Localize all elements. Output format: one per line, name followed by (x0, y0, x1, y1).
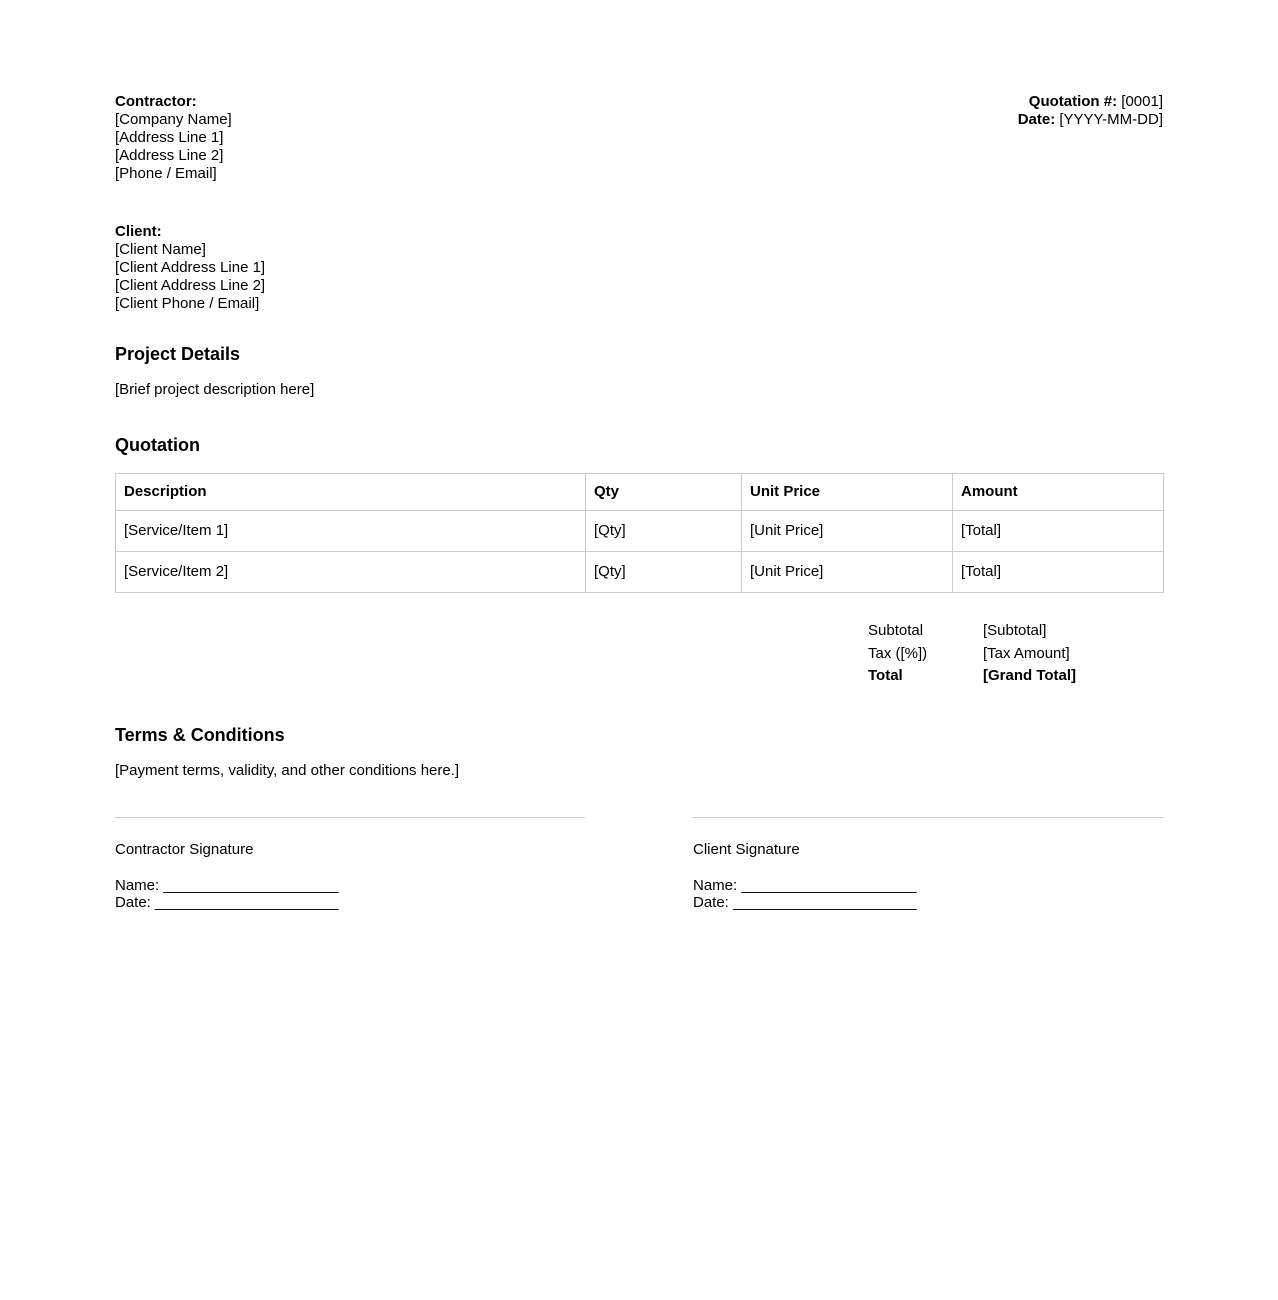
totals-block (868, 620, 1163, 688)
quotation-number-value: [0001] (1121, 93, 1163, 110)
contractor-date-line (115, 894, 585, 912)
item-amount-cell: [Total] (953, 552, 1164, 593)
contractor-address-line-2: [Address Line 2] (115, 147, 224, 164)
quotation-date-value: [YYYY-MM-DD] (1059, 111, 1163, 128)
client-date-line (693, 894, 1163, 912)
grand-total-row (868, 665, 1163, 688)
client-name-line (693, 877, 1163, 895)
quotation-meta (1018, 93, 1163, 129)
project-details-heading: Project Details (115, 344, 241, 364)
quotation-date-label: Date: (1017, 111, 1056, 128)
quotation-number-label: Quotation #: (1028, 93, 1118, 110)
project-description: [Brief project description here] (115, 381, 315, 398)
client-name-label: Name: (693, 876, 738, 894)
terms-heading: Terms & Conditions (115, 724, 285, 745)
item-unit-price-cell: [Unit Price] (742, 511, 953, 552)
contractor-signature-fields (115, 877, 585, 912)
contractor-signature-title: Contractor Signature (115, 840, 254, 858)
client-label: Client: (115, 223, 162, 240)
quotation-number-row (1018, 93, 1163, 111)
contractor-signature-block (115, 817, 585, 912)
subtotal-row (868, 620, 1163, 643)
tax-value: [Tax Amount] (983, 644, 1070, 662)
table-header-unit-price: Unit Price (742, 474, 953, 511)
table-row (116, 511, 1164, 552)
quotation-date-row (1018, 111, 1163, 129)
quotation-table (115, 473, 1164, 593)
table-header-qty: Qty (586, 474, 742, 511)
item-unit-price-cell: [Unit Price] (742, 552, 953, 593)
item-description-cell: [Service/Item 1] (116, 511, 586, 552)
table-row (116, 552, 1164, 593)
document-header (115, 93, 1163, 183)
tax-row (868, 643, 1163, 666)
client-block (115, 223, 1163, 313)
terms-text: [Payment terms, validity, and other conditions here.] (115, 761, 460, 779)
contractor-block (115, 93, 232, 183)
contractor-date-blank-line: ______________________ (155, 894, 339, 911)
item-qty-cell: [Qty] (586, 552, 742, 593)
client-signature-block (693, 817, 1163, 912)
client-date-label: Date: (693, 894, 729, 911)
tax-label: Tax ([%]) (868, 644, 928, 662)
table-header-description: Description (116, 474, 586, 511)
item-description-cell: [Service/Item 2] (116, 552, 586, 593)
client-address-line-2: [Client Address Line 2] (115, 277, 266, 294)
contractor-name-label: Name: (115, 876, 160, 894)
subtotal-label: Subtotal (868, 622, 924, 639)
client-date-blank-line: ______________________ (733, 894, 917, 911)
subtotal-value: [Subtotal] (983, 622, 1047, 639)
contractor-name-blank-line: _____________________ (163, 876, 339, 894)
item-qty-cell: [Qty] (586, 511, 742, 552)
grand-total-label: Total (868, 667, 903, 684)
contractor-address-line-1: [Address Line 1] (115, 129, 224, 146)
client-name-blank-line: _____________________ (741, 876, 917, 894)
client-name: [Client Name] (115, 241, 206, 258)
contractor-date-label: Date: (115, 894, 151, 911)
client-phone-email: [Client Phone / Email] (115, 295, 260, 312)
grand-total-value: [Grand Total] (983, 667, 1077, 684)
client-signature-fields (693, 877, 1163, 912)
table-header-row (116, 474, 1164, 511)
contractor-label: Contractor: (115, 93, 197, 110)
client-address-line-1: [Client Address Line 1] (115, 259, 266, 276)
contractor-company-name: [Company Name] (115, 111, 232, 128)
quotation-heading: Quotation (115, 435, 200, 455)
contractor-phone-email: [Phone / Email] (115, 165, 217, 182)
client-signature-title: Client Signature (693, 840, 800, 858)
table-header-amount: Amount (953, 474, 1164, 511)
signature-section (115, 817, 1163, 912)
item-amount-cell: [Total] (953, 511, 1164, 552)
contractor-name-line (115, 877, 585, 895)
